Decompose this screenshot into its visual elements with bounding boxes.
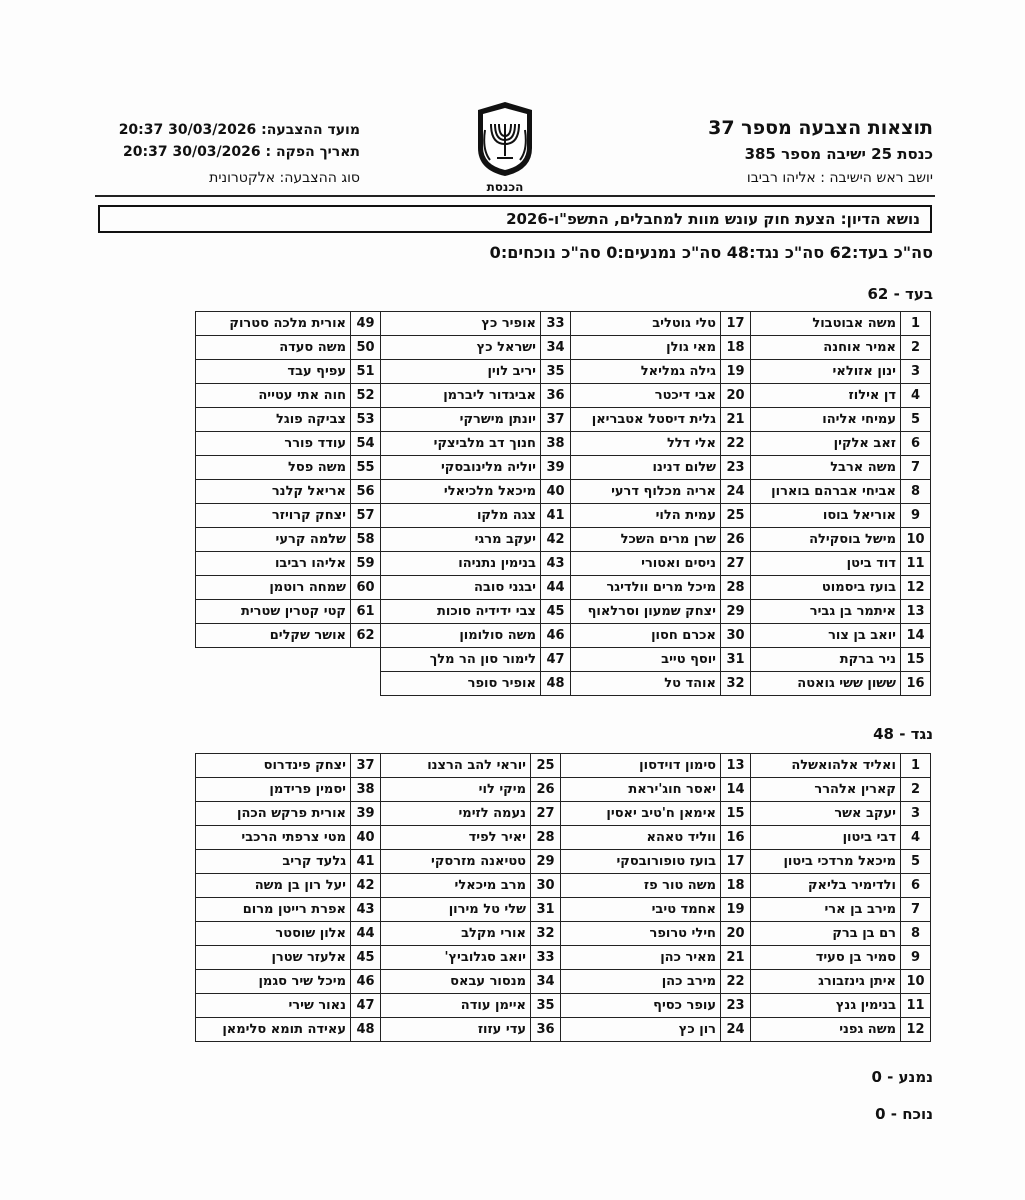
member-number: 62 bbox=[351, 624, 381, 648]
member-number: 22 bbox=[721, 970, 751, 994]
member-number: 56 bbox=[351, 480, 381, 504]
member-number: 12 bbox=[901, 576, 931, 600]
member-number: 26 bbox=[531, 778, 561, 802]
member-number: 37 bbox=[351, 754, 381, 778]
member-name: יסמין פרידמן bbox=[196, 778, 351, 802]
member-number: 27 bbox=[721, 552, 751, 576]
member-number: 31 bbox=[721, 648, 751, 672]
member-name: אוריאל בוסו bbox=[751, 504, 901, 528]
table-row bbox=[196, 874, 931, 898]
member-name: עמיחי אליהו bbox=[751, 408, 901, 432]
member-name: אביחי אברהם בוארון bbox=[751, 480, 901, 504]
member-number: 14 bbox=[901, 624, 931, 648]
member-name: נאור שירי bbox=[196, 994, 351, 1018]
table-row bbox=[196, 504, 931, 528]
member-name: משה סולומון bbox=[381, 624, 541, 648]
member-number: 17 bbox=[721, 312, 751, 336]
member-name: אושר שקלים bbox=[196, 624, 351, 648]
member-name: ניסים ואטורי bbox=[571, 552, 721, 576]
member-number: 2 bbox=[901, 778, 931, 802]
table-row bbox=[196, 994, 931, 1018]
member-name: אחמד טיבי bbox=[561, 898, 721, 922]
present-section-label: נוכח - 0 bbox=[875, 1105, 933, 1123]
table-row bbox=[196, 802, 931, 826]
member-number: 13 bbox=[901, 600, 931, 624]
member-name: אופיר כץ bbox=[381, 312, 541, 336]
member-number: 24 bbox=[721, 480, 751, 504]
table-row bbox=[196, 754, 931, 778]
member-number: 1 bbox=[901, 312, 931, 336]
member-number: 19 bbox=[721, 898, 751, 922]
member-name: יבגני סובה bbox=[381, 576, 541, 600]
member-number: 39 bbox=[351, 802, 381, 826]
member-name: עפיף עבד bbox=[196, 360, 351, 384]
member-name: יעקב אשר bbox=[751, 802, 901, 826]
member-number: 43 bbox=[351, 898, 381, 922]
member-name: שלמה קרעי bbox=[196, 528, 351, 552]
member-name: יואב סגלוביץ' bbox=[381, 946, 531, 970]
member-name: אורית פרקש הכהן bbox=[196, 802, 351, 826]
member-name: זאב אלקין bbox=[751, 432, 901, 456]
member-name: יוליה מלינובסקי bbox=[381, 456, 541, 480]
member-number: 42 bbox=[351, 874, 381, 898]
against-section-label: נגד - 48 bbox=[873, 725, 933, 743]
member-number: 14 bbox=[721, 778, 751, 802]
member-number: 43 bbox=[541, 552, 571, 576]
member-number: 35 bbox=[541, 360, 571, 384]
member-number: 18 bbox=[721, 336, 751, 360]
member-number: 20 bbox=[721, 922, 751, 946]
member-number: 48 bbox=[541, 672, 571, 696]
for-votes-table bbox=[195, 311, 931, 696]
member-name: אימאן ח'טיב יאסין bbox=[561, 802, 721, 826]
abstain-section-label: נמנע - 0 bbox=[871, 1068, 933, 1086]
member-number: 15 bbox=[721, 802, 751, 826]
table-row bbox=[196, 778, 931, 802]
member-number: 9 bbox=[901, 946, 931, 970]
member-name: סימון דוידסון bbox=[561, 754, 721, 778]
member-name: טטיאנה מזרסקי bbox=[381, 850, 531, 874]
member-name: יאסר חוג'יראת bbox=[561, 778, 721, 802]
member-name: טלי גוטליב bbox=[571, 312, 721, 336]
member-number: 40 bbox=[351, 826, 381, 850]
member-name: קארין אלהרר bbox=[751, 778, 901, 802]
member-name: מיקי לוי bbox=[381, 778, 531, 802]
member-name: משה גפני bbox=[751, 1018, 901, 1042]
member-number: 5 bbox=[901, 408, 931, 432]
member-number: 1 bbox=[901, 754, 931, 778]
member-name: גלעד קריב bbox=[196, 850, 351, 874]
table-row bbox=[196, 432, 931, 456]
member-number: 21 bbox=[721, 946, 751, 970]
empty-cell bbox=[351, 648, 381, 672]
member-number: 38 bbox=[351, 778, 381, 802]
emblem-caption: הכנסת bbox=[486, 180, 524, 194]
member-name: משה סעדה bbox=[196, 336, 351, 360]
member-name: יצחק שמעון וסרלאוף bbox=[571, 600, 721, 624]
member-number: 4 bbox=[901, 384, 931, 408]
member-name: אלי דלל bbox=[571, 432, 721, 456]
member-number: 32 bbox=[531, 922, 561, 946]
member-name: ואליד אלהואשלה bbox=[751, 754, 901, 778]
member-number: 37 bbox=[541, 408, 571, 432]
member-name: מאיר כהן bbox=[561, 946, 721, 970]
member-number: 44 bbox=[541, 576, 571, 600]
member-name: רם בן ברק bbox=[751, 922, 901, 946]
member-number: 46 bbox=[541, 624, 571, 648]
member-number: 54 bbox=[351, 432, 381, 456]
member-name: יעקב מרגי bbox=[381, 528, 541, 552]
table-row bbox=[196, 360, 931, 384]
member-name: נעמה לזימי bbox=[381, 802, 531, 826]
member-number: 24 bbox=[721, 1018, 751, 1042]
member-name: מיכל שיר סגמן bbox=[196, 970, 351, 994]
member-name: ינון אזולאי bbox=[751, 360, 901, 384]
member-number: 38 bbox=[541, 432, 571, 456]
member-number: 11 bbox=[901, 552, 931, 576]
member-name: מיכאל מרדכי ביטון bbox=[751, 850, 901, 874]
member-number: 7 bbox=[901, 456, 931, 480]
member-number: 59 bbox=[351, 552, 381, 576]
member-number: 61 bbox=[351, 600, 381, 624]
member-number: 52 bbox=[351, 384, 381, 408]
topic-box: נושא הדיון: הצעת חוק עונש מוות למחבלים, התשפ"ו-2026 bbox=[98, 205, 932, 233]
member-number: 26 bbox=[721, 528, 751, 552]
vote-time: מועד ההצבעה: 30/03/2026 20:37 bbox=[118, 122, 360, 138]
member-number: 47 bbox=[351, 994, 381, 1018]
vote-type: סוג ההצבעה: אלקטרונית bbox=[209, 170, 360, 186]
member-name: עמית הלוי bbox=[571, 504, 721, 528]
table-row bbox=[196, 384, 931, 408]
member-name: חוה אתי עטייה bbox=[196, 384, 351, 408]
produced-date: תאריך הפקה : 30/03/2026 20:37 bbox=[123, 144, 360, 160]
table-row bbox=[196, 312, 931, 336]
member-name: שלי טל מירון bbox=[381, 898, 531, 922]
member-name: אופיר סופר bbox=[381, 672, 541, 696]
member-number: 27 bbox=[531, 802, 561, 826]
member-name: אורית מלכה סטרוק bbox=[196, 312, 351, 336]
member-number: 51 bbox=[351, 360, 381, 384]
member-number: 4 bbox=[901, 826, 931, 850]
member-number: 28 bbox=[531, 826, 561, 850]
member-number: 21 bbox=[721, 408, 751, 432]
member-name: משה אבוטבול bbox=[751, 312, 901, 336]
member-name: עאידה תומא סלימאן bbox=[196, 1018, 351, 1042]
header-divider bbox=[95, 195, 935, 197]
empty-cell bbox=[351, 672, 381, 696]
table-row bbox=[196, 624, 931, 648]
member-number: 39 bbox=[541, 456, 571, 480]
member-name: עדי עזוז bbox=[381, 1018, 531, 1042]
member-name: צגה מלקו bbox=[381, 504, 541, 528]
member-name: דן אילוז bbox=[751, 384, 901, 408]
member-number: 33 bbox=[531, 946, 561, 970]
member-name: בועז ביסמוט bbox=[751, 576, 901, 600]
member-name: מאי גולן bbox=[571, 336, 721, 360]
table-row bbox=[196, 408, 931, 432]
member-name: יצחק פינדרוס bbox=[196, 754, 351, 778]
chair-line: יושב ראש הישיבה : אליהו רביבו bbox=[746, 170, 933, 186]
table-row bbox=[196, 1018, 931, 1042]
member-name: אפרת רייטן מרום bbox=[196, 898, 351, 922]
member-name: גילה גמליאל bbox=[571, 360, 721, 384]
member-number: 42 bbox=[541, 528, 571, 552]
member-name: אריאל קלנר bbox=[196, 480, 351, 504]
member-number: 45 bbox=[351, 946, 381, 970]
table-row bbox=[196, 970, 931, 994]
member-number: 53 bbox=[351, 408, 381, 432]
member-name: דבי ביטון bbox=[751, 826, 901, 850]
member-name: שלום דנינו bbox=[571, 456, 721, 480]
member-number: 18 bbox=[721, 874, 751, 898]
member-number: 19 bbox=[721, 360, 751, 384]
member-name: מטי צרפתי הרכבי bbox=[196, 826, 351, 850]
member-number: 47 bbox=[541, 648, 571, 672]
member-number: 41 bbox=[351, 850, 381, 874]
member-name: רון כץ bbox=[561, 1018, 721, 1042]
table-row bbox=[196, 600, 931, 624]
table-row bbox=[196, 826, 931, 850]
member-number: 48 bbox=[351, 1018, 381, 1042]
member-number: 30 bbox=[721, 624, 751, 648]
member-name: ניר ברקת bbox=[751, 648, 901, 672]
table-row bbox=[196, 672, 931, 696]
member-name: מיכאל מלכיאלי bbox=[381, 480, 541, 504]
member-name: עופר כסיף bbox=[561, 994, 721, 1018]
member-name: מנסור עבאס bbox=[381, 970, 531, 994]
member-name: אוהד טל bbox=[571, 672, 721, 696]
member-name: משה טור פז bbox=[561, 874, 721, 898]
member-name: אליהו רביבו bbox=[196, 552, 351, 576]
member-name: לימור סון הר מלך bbox=[381, 648, 541, 672]
member-number: 12 bbox=[901, 1018, 931, 1042]
member-name: יאיר לפיד bbox=[381, 826, 531, 850]
for-section-label: בעד - 62 bbox=[867, 285, 933, 303]
member-number: 49 bbox=[351, 312, 381, 336]
member-number: 58 bbox=[351, 528, 381, 552]
member-name: משה פסל bbox=[196, 456, 351, 480]
table-row bbox=[196, 528, 931, 552]
member-name: דוד ביטן bbox=[751, 552, 901, 576]
member-number: 50 bbox=[351, 336, 381, 360]
member-name: חנוך דב מלביצקי bbox=[381, 432, 541, 456]
member-name: יוסף טייב bbox=[571, 648, 721, 672]
member-number: 22 bbox=[721, 432, 751, 456]
member-name: ישראל כץ bbox=[381, 336, 541, 360]
member-number: 40 bbox=[541, 480, 571, 504]
member-name: סמיר בן סעיד bbox=[751, 946, 901, 970]
member-number: 3 bbox=[901, 802, 931, 826]
table-row bbox=[196, 898, 931, 922]
member-name: משה ארבל bbox=[751, 456, 901, 480]
member-number: 10 bbox=[901, 970, 931, 994]
member-number: 29 bbox=[721, 600, 751, 624]
member-name: עודד פורר bbox=[196, 432, 351, 456]
member-number: 30 bbox=[531, 874, 561, 898]
member-name: ולדימיר בליאק bbox=[751, 874, 901, 898]
member-number: 6 bbox=[901, 432, 931, 456]
member-number: 16 bbox=[721, 826, 751, 850]
member-number: 36 bbox=[541, 384, 571, 408]
member-name: בועז טופורובסקי bbox=[561, 850, 721, 874]
member-name: צביקה פוגל bbox=[196, 408, 351, 432]
member-number: 33 bbox=[541, 312, 571, 336]
member-name: צבי ידידיה סוכות bbox=[381, 600, 541, 624]
menorah-emblem-icon bbox=[470, 100, 540, 178]
member-name: אלעזר שטרן bbox=[196, 946, 351, 970]
member-number: 8 bbox=[901, 480, 931, 504]
member-number: 35 bbox=[531, 994, 561, 1018]
member-name: אלון שוסטר bbox=[196, 922, 351, 946]
member-name: יצחק קרויזר bbox=[196, 504, 351, 528]
member-name: אמיר אוחנה bbox=[751, 336, 901, 360]
member-number: 15 bbox=[901, 648, 931, 672]
table-row bbox=[196, 576, 931, 600]
member-number: 13 bbox=[721, 754, 751, 778]
member-number: 3 bbox=[901, 360, 931, 384]
member-number: 20 bbox=[721, 384, 751, 408]
member-number: 60 bbox=[351, 576, 381, 600]
member-name: ווליד טאהא bbox=[561, 826, 721, 850]
member-number: 11 bbox=[901, 994, 931, 1018]
member-number: 31 bbox=[531, 898, 561, 922]
table-row bbox=[196, 336, 931, 360]
member-name: מרב מיכאלי bbox=[381, 874, 531, 898]
member-number: 34 bbox=[531, 970, 561, 994]
member-number: 25 bbox=[531, 754, 561, 778]
member-number: 16 bbox=[901, 672, 931, 696]
member-name: אכרם חסון bbox=[571, 624, 721, 648]
table-row bbox=[196, 480, 931, 504]
member-name: יריב לוין bbox=[381, 360, 541, 384]
member-name: אריה מכלוף דרעי bbox=[571, 480, 721, 504]
member-name: איתמר בן גביר bbox=[751, 600, 901, 624]
knesset-emblem bbox=[470, 100, 540, 195]
member-number: 46 bbox=[351, 970, 381, 994]
member-number: 23 bbox=[721, 994, 751, 1018]
member-number: 2 bbox=[901, 336, 931, 360]
member-name: שמחה רוטמן bbox=[196, 576, 351, 600]
member-number: 6 bbox=[901, 874, 931, 898]
member-number: 23 bbox=[721, 456, 751, 480]
member-number: 55 bbox=[351, 456, 381, 480]
results-title: תוצאות הצבעה מספר 37 bbox=[708, 117, 933, 139]
member-number: 57 bbox=[351, 504, 381, 528]
table-row bbox=[196, 922, 931, 946]
member-name: ששון ששי גואטה bbox=[751, 672, 901, 696]
member-name: בנימין נתניהו bbox=[381, 552, 541, 576]
member-name: איתן גינזבורג bbox=[751, 970, 901, 994]
session-line: כנסת 25 ישיבה מספר 385 bbox=[744, 145, 933, 163]
against-votes-table bbox=[195, 753, 931, 1042]
member-name: אורי מקלב bbox=[381, 922, 531, 946]
member-number: 45 bbox=[541, 600, 571, 624]
member-name: אבי דיכטר bbox=[571, 384, 721, 408]
member-number: 25 bbox=[721, 504, 751, 528]
member-number: 8 bbox=[901, 922, 931, 946]
member-number: 44 bbox=[351, 922, 381, 946]
vote-totals: סה"כ בעד:62 סה"כ נגד:48 סה"כ נמנעים:0 סה"כ נוכחים:0 bbox=[489, 243, 933, 262]
member-name: חילי טרופר bbox=[561, 922, 721, 946]
member-name: איימן עודה bbox=[381, 994, 531, 1018]
member-number: 32 bbox=[721, 672, 751, 696]
member-number: 17 bbox=[721, 850, 751, 874]
table-row bbox=[196, 946, 931, 970]
member-number: 5 bbox=[901, 850, 931, 874]
member-name: יואב בן צור bbox=[751, 624, 901, 648]
member-number: 34 bbox=[541, 336, 571, 360]
member-number: 29 bbox=[531, 850, 561, 874]
member-name: יונתן מישרקי bbox=[381, 408, 541, 432]
member-name: מישל בוסקילה bbox=[751, 528, 901, 552]
member-name: יוראי להב הרצנו bbox=[381, 754, 531, 778]
member-name: גלית דיסטל אטבריאן bbox=[571, 408, 721, 432]
member-number: 9 bbox=[901, 504, 931, 528]
member-name: אביגדור ליברמן bbox=[381, 384, 541, 408]
member-name: יעל רון בן משה bbox=[196, 874, 351, 898]
member-name: קטי קטרין שטרית bbox=[196, 600, 351, 624]
member-name: שרן מרים השכל bbox=[571, 528, 721, 552]
member-number: 41 bbox=[541, 504, 571, 528]
member-number: 36 bbox=[531, 1018, 561, 1042]
table-row bbox=[196, 456, 931, 480]
member-number: 7 bbox=[901, 898, 931, 922]
member-name: בנימין גנץ bbox=[751, 994, 901, 1018]
table-row bbox=[196, 850, 931, 874]
member-number: 10 bbox=[901, 528, 931, 552]
member-number: 28 bbox=[721, 576, 751, 600]
member-name: מיכל מרים וולדיגר bbox=[571, 576, 721, 600]
member-name: מירב כהן bbox=[561, 970, 721, 994]
empty-cell bbox=[196, 648, 351, 672]
table-row bbox=[196, 648, 931, 672]
empty-cell bbox=[196, 672, 351, 696]
member-name: מירב בן ארי bbox=[751, 898, 901, 922]
table-row bbox=[196, 552, 931, 576]
